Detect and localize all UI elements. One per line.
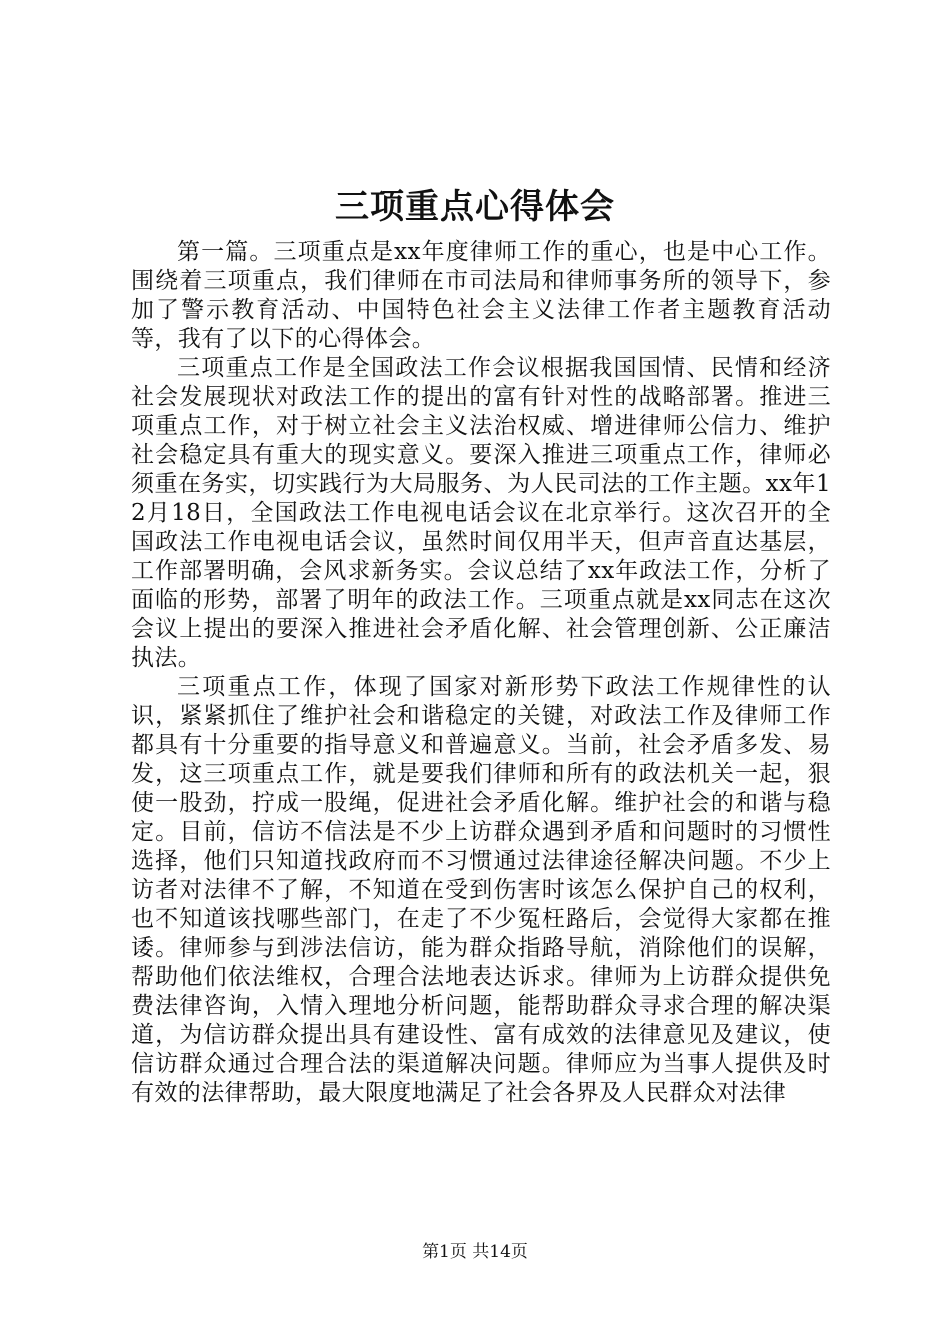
document-body bbox=[131, 238, 831, 1108]
paragraph-3: 三项重点工作，体现了国家对新形势下政法工作规律性的认识，紧紧抓住了维护社会和谐稳定的关键，对政法工作及律师工作都具有十分重要的指导意义和普遍意义。当前，社会矛盾多发、易发，这三项重点工作，就是要我们律师和所有的政法机关一起，狠使一股劲，拧成一股绳，促进社会矛盾化解。维护社会的和谐与稳定。目前，信访不信法是不少上访群众遇到矛盾和问题时的习惯性选择，他们只知道找政府而不习惯通过法律途径解决问题。不少上访者对法律不了解，不知道在受到伤害时该怎么保护自己的权利，也不知道该找哪些部门，在走了不少冤枉路后，会觉得大家都在推诿。律师参与到涉法信访，能为群众指路导航，消除他们的误解，帮助他们依法维权，合理合法地表达诉求。律师为上访群众提供免费法律咨询，入情入理地分析问题，能帮助群众寻求合理的解决渠道，为信访群众提出具有建设性、富有成效的法律意见及建议，使信访群众通过合理合法的渠道解决问题。律师应为当事人提供及时有效的法律帮助，最大限度地满足了社会各界及人民群众对法律 bbox=[131, 674, 831, 1106]
paragraph-1: 第一篇。三项重点是xx年度律师工作的重心，也是中心工作。围绕着三项重点，我们律师在市司法局和律师事务所的领导下，参加了警示教育活动、中国特色社会主义法律工作者主题教育活动等，我有了以下的心得体会。 bbox=[131, 239, 831, 352]
page-footer: 第1页 共14页 bbox=[422, 1242, 528, 1262]
document-title: 三项重点心得体会 bbox=[335, 187, 615, 227]
paragraph-2: 三项重点工作是全国政法工作会议根据我国国情、民情和经济社会发展现状对政法工作的提出的富有针对性的战略部署。推进三项重点工作，对于树立社会主义法治权威、增进律师公信力、维护社会稳定具有重大的现实意义。要深入推进三项重点工作，律师必须重在务实，切实践行为大局服务、为人民司法的工作主题。xx年12月18日，全国政法工作电视电话会议在北京举行。这次召开的全国政法工作电视电话会议，虽然时间仅用半天，但声音直达基层，工作部署明确，会风求新务实。会议总结了xx年政法工作，分析了面临的形势，部署了明年的政法工作。三项重点就是xx同志在这次会议上提出的要深入推进社会矛盾化解、社会管理创新、公正廉洁执法。 bbox=[131, 355, 831, 671]
